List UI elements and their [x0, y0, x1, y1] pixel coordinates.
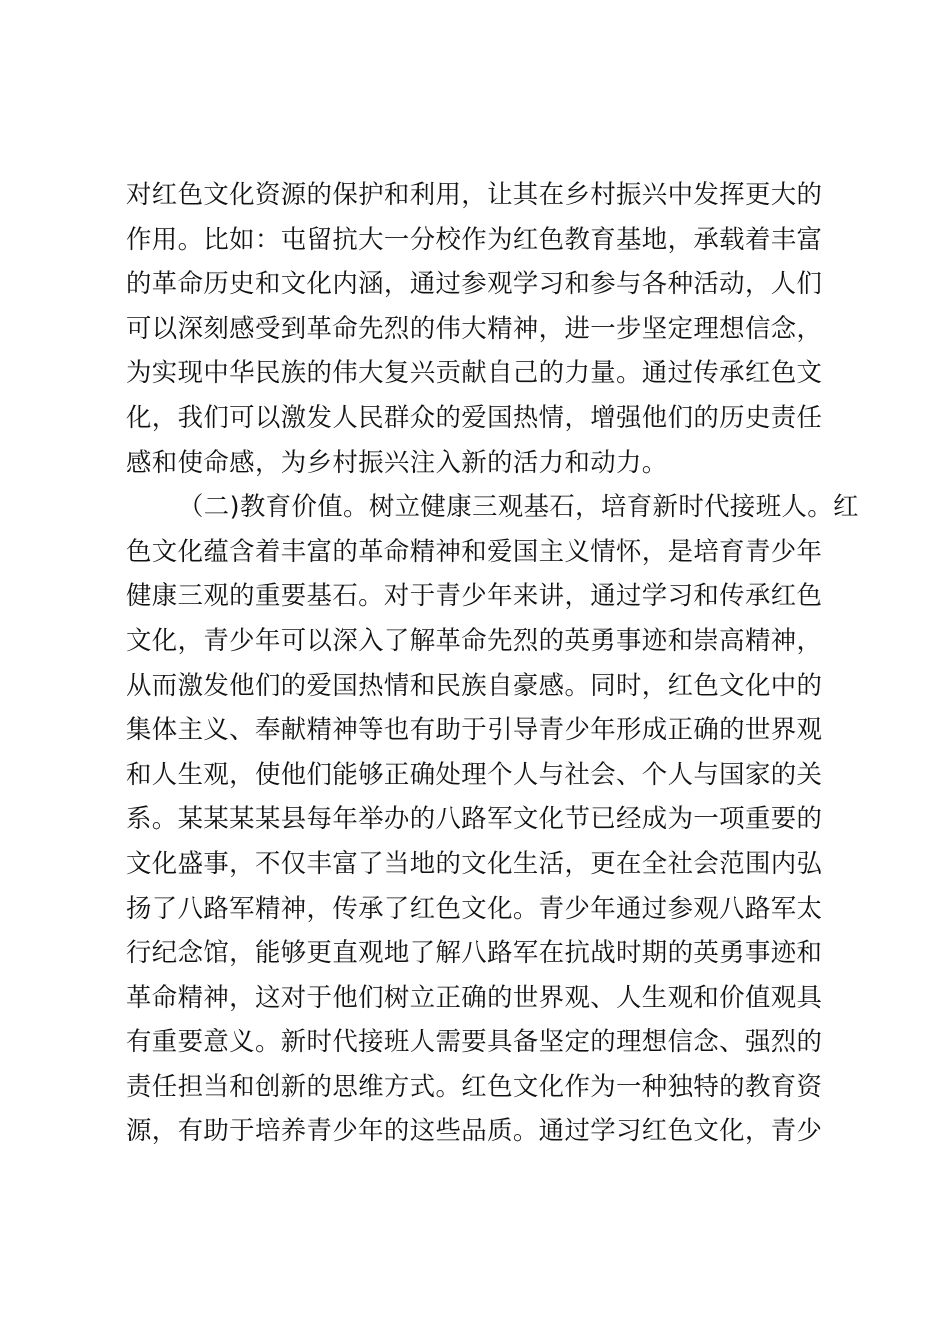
text-line: 色文化蕴含着丰富的革命精神和爱国主义情怀，是培育青少年: [126, 535, 823, 566]
text-line: 的革命历史和文化内涵，通过参观学习和参与各种活动，人们: [126, 268, 823, 299]
text-line: 扬了八路军精神，传承了红色文化。青少年通过参观八路军太: [126, 892, 823, 923]
text-line: 源，有助于培养青少年的这些品质。通过学习红色文化，青少: [126, 1115, 823, 1146]
text-line: 从而激发他们的爱国热情和民族自豪感。同时，红色文化中的: [126, 669, 823, 700]
document-body: [126, 172, 859, 1153]
text-line: 革命精神，这对于他们树立正确的世界观、人生观和价值观具: [126, 981, 823, 1012]
text-line: 健康三观的重要基石。对于青少年来讲，通过学习和传承红色: [126, 580, 823, 611]
text-line: 行纪念馆，能够更直观地了解八路军在抗战时期的英勇事迹和: [126, 937, 823, 968]
text-line: 化，我们可以激发人民群众的爱国热情，增强他们的历史责任: [126, 401, 823, 432]
text-line: 系。某某某某县每年举办的八路军文化节已经成为一项重要的: [126, 803, 823, 834]
paragraph-red-culture-resources: [126, 172, 826, 484]
paragraph-education-value: [126, 484, 859, 1153]
text-line: 作用。比如：屯留抗大一分校作为红色教育基地，承载着丰富: [126, 223, 823, 254]
text-line: 为实现中华民族的伟大复兴贡献自己的力量。通过传承红色文: [126, 357, 823, 388]
text-line: 对红色文化资源的保护和利用，让其在乡村振兴中发挥更大的: [126, 179, 823, 209]
text-line: 感和使命感，为乡村振兴注入新的活力和动力。: [126, 446, 668, 477]
section-heading-line: （二)教育价值。树立健康三观基石，培育新时代接班人。红: [178, 491, 859, 522]
text-line: 可以深刻感受到革命先烈的伟大精神，进一步坚定理想信念，: [126, 312, 823, 343]
text-line: 文化盛事，不仅丰富了当地的文化生活，更在全社会范围内弘: [126, 847, 823, 878]
text-line: 集体主义、奉献精神等也有助于引导青少年形成正确的世界观: [126, 714, 823, 745]
text-line: 有重要意义。新时代接班人需要具备坚定的理想信念、强烈的: [126, 1026, 823, 1057]
text-line: 责任担当和创新的思维方式。红色文化作为一种独特的教育资: [126, 1070, 823, 1101]
text-line: 文化，青少年可以深入了解革命先烈的英勇事迹和崇高精神，: [126, 624, 823, 655]
text-line: 和人生观，使他们能够正确处理个人与社会、个人与国家的关: [126, 758, 823, 789]
